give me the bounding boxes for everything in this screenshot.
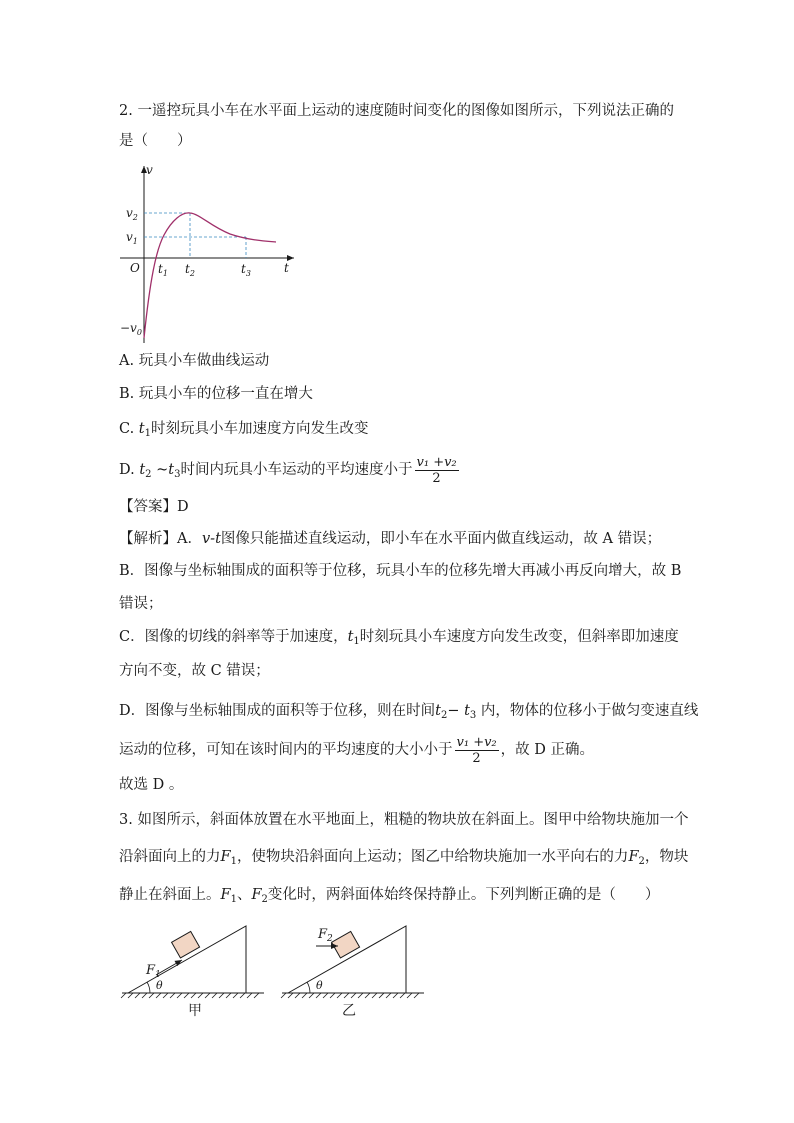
q3-stem-line3 — [119, 885, 659, 910]
f2-var: F — [628, 849, 639, 865]
vt-label: v-t — [201, 531, 221, 547]
t1-var: t — [138, 421, 145, 437]
q2-option-b: B. 玩具小车的位移一直在增大 — [119, 386, 313, 402]
q3-line3-post: 变化时，两斜面体始终保持静止。下列判断正确的是（ ） — [267, 887, 660, 903]
t-axis-label: t — [284, 261, 289, 275]
q2-option-c — [119, 419, 369, 444]
q2-analysis-c1 — [119, 627, 679, 652]
t2-sub: 2 — [145, 469, 152, 480]
t2-label: $t_2$ — [185, 262, 195, 278]
analysis-t2-sub: 2 — [440, 710, 448, 721]
t1-label: $t_1$ — [158, 262, 168, 278]
analysis-d1-pre: D．图像与坐标轴围成的面积等于位移，则在时间 — [119, 703, 436, 719]
angle-arc — [147, 982, 150, 993]
t3-label: $t_3$ — [241, 262, 251, 278]
analysis-head: 【解析】A． — [119, 531, 202, 547]
block — [332, 931, 360, 958]
separator: 、 — [236, 887, 252, 903]
q2-analysis-d1 — [119, 701, 698, 726]
t1-sub: 1 — [144, 428, 151, 439]
q2-conclusion: 故选 D 。 — [119, 777, 184, 793]
q2-analysis-b2: 错误； — [119, 596, 163, 612]
f1-var: F — [220, 887, 231, 903]
analysis-d2-pre: 运动的位移，可知在该时间内的平均速度的大小小于 — [119, 742, 453, 758]
f2-var: F — [251, 887, 262, 903]
analysis-t1-sub: 1 — [353, 636, 360, 647]
q2-stem-line1: 2. 一遥控玩具小车在水平面上运动的速度随时间变化的图像如图所示，下列说法正确的 — [119, 103, 674, 119]
analysis-t3-var: t — [464, 703, 470, 719]
q3-line3-pre: 静止在斜面上。 — [119, 887, 221, 903]
q3-line2-end: ，物块 — [644, 849, 689, 865]
analysis-fraction: $\frac{\text{v₁ +v₂}}{2}$ — [456, 734, 497, 766]
q2-analysis-a — [119, 529, 661, 549]
v-axis-label: v — [146, 163, 153, 177]
q3-line2-pre: 沿斜面向上的力 — [119, 849, 221, 865]
q3-stem-line1: 3. 如图所示，斜面体放置在水平地面上，粗糙的物块放在斜面上。图甲中给物块施加一个 — [119, 812, 689, 828]
q2-option-a: A. 玩具小车做曲线运动 — [119, 353, 270, 369]
f1-sub: 1 — [230, 894, 237, 905]
analysis-t2-var: t — [435, 703, 441, 719]
t3-sub: 3 — [174, 469, 181, 480]
incline-figure-yi — [278, 918, 428, 1023]
q2-vt-graph — [118, 160, 303, 345]
q2-analysis-d2 — [119, 732, 594, 768]
ground-hatch — [281, 993, 419, 998]
t3-var: t — [168, 462, 175, 478]
angle-arc — [307, 982, 310, 993]
f2-sub: 2 — [261, 894, 268, 905]
block — [172, 931, 200, 958]
analysis-t1-var: t — [347, 629, 354, 645]
q2-stem-line2: 是（ ） — [119, 133, 192, 149]
guide-lines — [144, 213, 246, 258]
analysis-c1-post: 时刻玩具小车速度方向发生改变，但斜率即加速度 — [359, 629, 679, 645]
theta-label: θ — [156, 979, 163, 992]
caption-yi: 乙 — [342, 1003, 356, 1019]
incline-figure-jia — [118, 918, 268, 1023]
analysis-c1-pre: C．图像的切线的斜率等于加速度， — [119, 629, 348, 645]
q3-stem-line2 — [119, 847, 688, 872]
caption-jia: 甲 — [188, 1003, 202, 1019]
q3-line2-post: ，使物块沿斜面向上运动；图乙中给物块施加一水平向右的力 — [236, 849, 629, 865]
t2-var: t — [139, 462, 146, 478]
q2-answer: 【答案】D — [119, 499, 189, 515]
origin-label: O — [130, 261, 140, 275]
option-c-prefix: C. — [119, 421, 139, 437]
f1-label: $F_1$ — [146, 963, 161, 980]
q2-analysis-c2: 方向不变，故 C 错误； — [119, 663, 270, 679]
tilde: ~ — [151, 462, 169, 478]
option-d-prefix: D. — [119, 462, 140, 478]
q2-analysis-b1: B．图像与坐标轴围成的面积等于位移，玩具小车的位移先增大再减小再反向增大，故 B — [119, 563, 682, 579]
f1-var: F — [220, 849, 231, 865]
v1-label: $v_1$ — [126, 230, 138, 246]
neg-v0-label: $-v_0$ — [120, 321, 142, 337]
analysis-d1-post: 内，物体的位移小于做匀变速直线 — [476, 703, 699, 719]
v2-label: $v_2$ — [126, 206, 138, 222]
ground-hatch — [121, 993, 259, 998]
option-d-text: 时间内玩具小车运动的平均速度小于 — [180, 462, 413, 478]
q2-option-d — [119, 452, 461, 493]
analysis-d2-post: ，故 D 正确。 — [500, 742, 594, 758]
analysis-dash: − — [447, 703, 465, 719]
f2-label: $F_2$ — [318, 927, 333, 944]
f2-sub: 2 — [638, 856, 645, 867]
analysis-t3-sub: 3 — [469, 710, 477, 721]
analysis-a-text: 图像只能描述直线运动，即小车在水平面内做直线运动，故 A 错误； — [220, 531, 662, 547]
option-c-text: 时刻玩具小车加速度方向发生改变 — [151, 421, 369, 437]
avg-velocity-fraction: $\frac{\text{v₁ +v₂}}{2}$ — [416, 454, 457, 486]
theta-label: θ — [316, 979, 323, 992]
f1-sub: 1 — [230, 856, 237, 867]
